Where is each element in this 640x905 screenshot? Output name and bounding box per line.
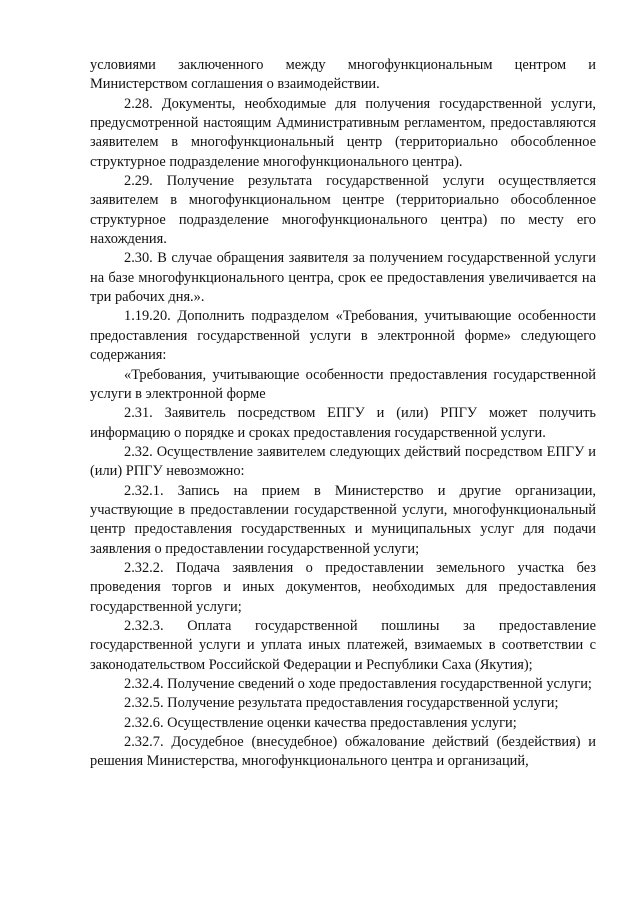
- paragraph-2-32-6: 2.32.6. Осуществление оценки качества предоставления услуги;: [124, 714, 517, 731]
- paragraph-2-32-1: 2.32.1. Запись на прием в Министерство и другие организации, участвующие в предоставлении государственной услуги, многофункциональный центр предоставления государственных и муниципальных услуг для подачи заявления о предоставлении государственной услуги;: [90, 482, 596, 557]
- paragraph-2-31: 2.31. Заявитель посредством ЕПГУ и (или) РПГУ может получить информацию о порядке и сроках предоставления государственной услуги.: [90, 405, 596, 441]
- paragraph-2-32-2: 2.32.2. Подача заявления о предоставлении земельного участка без проведения торгов и иных документов, необходимых для предоставления государственной услуги;: [90, 559, 596, 615]
- paragraph-2-32-4: 2.32.4. Получение сведений о ходе предоставления государственной услуги;: [124, 676, 592, 692]
- section-heading-electronic-form: «Требования, учитывающие особенности предоставления государственной услуги в электронной форме: [90, 366, 596, 402]
- paragraph-2-32: 2.32. Осуществление заявителем следующих действий посредством ЕПГУ и (или) РПГУ невозможно:: [90, 443, 596, 480]
- document-body: [90, 56, 596, 772]
- paragraph-1-19-20: 1.19.20. Дополнить подразделом «Требования, учитывающие особенности предоставления государственной услуги в электронной форме» следующего содержания:: [90, 308, 596, 364]
- paragraph-2-30: 2.30. В случае обращения заявителя за получением государственной услуги на базе многофункционального центра, срок ее предоставления увеличивается на три рабочих дня.».: [90, 250, 596, 306]
- paragraph-2-29: 2.29. Получение результата государственной услуги осуществляется заявителем в многофункциональном центре (территориально обособленное структурное подразделение многофункционального центра) по месту его нахождения.: [90, 173, 596, 248]
- paragraph-2-32-7: 2.32.7. Досудебное (внесудебное) обжалование действий (бездействия) и решения Министерства, многофункционального центра и организаций,: [90, 734, 596, 770]
- paragraph-2-32-3: 2.32.3. Оплата государственной пошлины за предоставление государственной услуги и уплата иных платежей, взимаемых в соответствии с законодательством Российской Федерации и Республики Саха (Якутия);: [90, 617, 596, 673]
- paragraph-continuation: условиями заключенного между многофункциональным центром и Министерством соглашения о взаимодействии.: [90, 57, 596, 93]
- paragraph-2-32-5: 2.32.5. Получение результата предоставления государственной услуги;: [124, 695, 559, 712]
- paragraph-2-28: 2.28. Документы, необходимые для получения государственной услуги, предусмотренной настоящим Административным регламентом, предоставляются заявителем в многофункциональный центр (территориально обособленное структурное подразделение многофункционального центра).: [90, 95, 596, 170]
